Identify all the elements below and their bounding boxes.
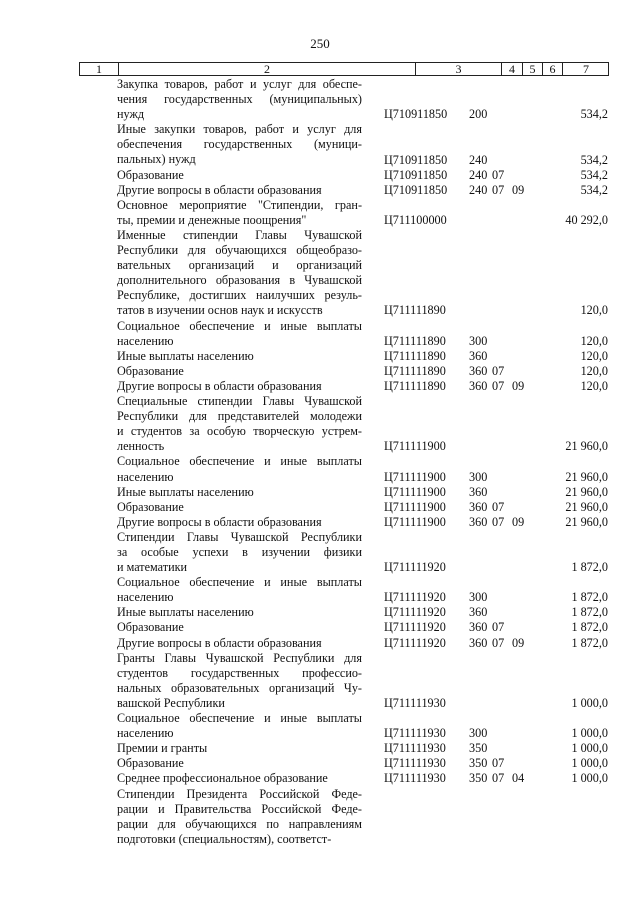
target-article-code: Ц711111920 xyxy=(384,605,446,620)
description-line: Среднее профессиональное образование xyxy=(117,771,328,786)
table-row xyxy=(0,485,640,500)
amount: 120,0 xyxy=(580,303,608,318)
amount: 21 960,0 xyxy=(565,514,608,529)
description-line: населению xyxy=(117,469,174,484)
section-code: 07 xyxy=(492,620,505,635)
description-line: Стипендии Президента Российской Феде- xyxy=(117,786,362,801)
row-description xyxy=(117,771,362,786)
amount: 1 872,0 xyxy=(571,560,608,575)
table-row xyxy=(0,620,640,635)
target-article-code: Ц711111920 xyxy=(384,635,446,650)
description-line: ленность xyxy=(117,439,165,454)
table-row xyxy=(0,379,640,394)
target-article-code: Ц710911850 xyxy=(384,167,448,182)
amount: 1 000,0 xyxy=(571,756,608,771)
target-article-code: Ц711111890 xyxy=(384,348,446,363)
expense-type-code: 360 xyxy=(469,620,488,635)
target-article-code: Ц711111900 xyxy=(384,439,446,454)
description-line: обеспечения государственных (муници- xyxy=(117,137,362,152)
row-description xyxy=(117,379,362,394)
amount: 120,0 xyxy=(580,348,608,363)
table-row xyxy=(0,741,640,756)
description-line: за особые успехи в изучении физики xyxy=(117,544,362,559)
target-article-code: Ц711111900 xyxy=(384,469,446,484)
table-row xyxy=(0,394,640,454)
description-line: рации и Правительства Российской Феде- xyxy=(117,801,362,816)
section-code: 07 xyxy=(492,514,505,529)
description-line: вательных организаций и организаций xyxy=(117,258,362,273)
description-line: подготовки (специальностям), соответст- xyxy=(117,831,332,846)
description-line: Другие вопросы в области образования xyxy=(117,514,322,529)
expense-type-code: 300 xyxy=(469,333,488,348)
row-description xyxy=(117,454,362,484)
row-description xyxy=(117,319,362,349)
budget-table-body xyxy=(0,77,640,847)
section-code: 07 xyxy=(492,635,505,650)
description-line: Специальные стипендии Главы Чувашской xyxy=(117,394,362,409)
description-line: Премии и гранты xyxy=(117,741,208,756)
row-description xyxy=(117,168,362,183)
description-line: Гранты Главы Чувашской Республики для xyxy=(117,650,362,665)
description-line: чения государственных (муниципальных) xyxy=(117,92,362,107)
expense-type-code: 350 xyxy=(469,771,488,786)
row-description xyxy=(117,198,362,228)
description-line: ты, премии и денежные поощрения" xyxy=(117,212,307,227)
target-article-code: Ц711111900 xyxy=(384,514,446,529)
description-line: дополнительного образования в Чувашской xyxy=(117,273,362,288)
row-description xyxy=(117,787,362,847)
expense-type-code: 360 xyxy=(469,605,488,620)
description-line: студентов государственных профессио- xyxy=(117,665,362,680)
target-article-code: Ц711111930 xyxy=(384,771,446,786)
target-article-code: Ц711111930 xyxy=(384,741,446,756)
expense-type-code: 240 xyxy=(469,167,488,182)
expense-type-code: 360 xyxy=(469,363,488,378)
amount: 1 872,0 xyxy=(571,605,608,620)
row-description xyxy=(117,228,362,319)
row-description xyxy=(117,756,362,771)
table-row xyxy=(0,349,640,364)
table-row xyxy=(0,77,640,122)
target-article-code: Ц711111900 xyxy=(384,499,446,514)
header-col-3: 3 xyxy=(415,63,501,75)
description-line: Иные закупки товаров, работ и услуг для xyxy=(117,122,362,137)
expense-type-code: 360 xyxy=(469,378,488,393)
description-line: Социальное обеспечение и иные выплаты xyxy=(117,318,362,333)
amount: 1 000,0 xyxy=(571,741,608,756)
target-article-code: Ц711111890 xyxy=(384,363,446,378)
row-description xyxy=(117,77,362,122)
expense-type-code: 360 xyxy=(469,514,488,529)
expense-type-code: 350 xyxy=(469,756,488,771)
amount: 1 872,0 xyxy=(571,635,608,650)
amount: 1 000,0 xyxy=(571,695,608,710)
row-description xyxy=(117,741,362,756)
amount: 1 000,0 xyxy=(571,771,608,786)
target-article-code: Ц710911850 xyxy=(384,107,448,122)
description-line: Другие вопросы в области образования xyxy=(117,378,322,393)
description-line: Социальное обеспечение и иные выплаты xyxy=(117,454,362,469)
table-row xyxy=(0,636,640,651)
subsection-code: 09 xyxy=(512,378,525,393)
table-row xyxy=(0,711,640,741)
row-description xyxy=(117,485,362,500)
table-row xyxy=(0,515,640,530)
description-line: Образование xyxy=(117,363,184,378)
amount: 120,0 xyxy=(580,333,608,348)
target-article-code: Ц710911850 xyxy=(384,182,448,197)
section-code: 07 xyxy=(492,499,505,514)
table-row xyxy=(0,122,640,167)
section-code: 07 xyxy=(492,363,505,378)
row-description xyxy=(117,515,362,530)
row-description xyxy=(117,183,362,198)
header-col-2: 2 xyxy=(118,63,415,75)
row-description xyxy=(117,500,362,515)
target-article-code: Ц711111930 xyxy=(384,756,446,771)
table-row xyxy=(0,228,640,319)
amount: 120,0 xyxy=(580,363,608,378)
row-description xyxy=(117,711,362,741)
expense-type-code: 240 xyxy=(469,152,488,167)
description-line: Социальное обеспечение и иные выплаты xyxy=(117,575,362,590)
section-code: 07 xyxy=(492,167,505,182)
table-row xyxy=(0,530,640,575)
description-line: Республики для представителей молодежи xyxy=(117,409,362,424)
row-description xyxy=(117,636,362,651)
table-row xyxy=(0,454,640,484)
target-article-code: Ц711100000 xyxy=(384,212,447,227)
amount: 1 872,0 xyxy=(571,620,608,635)
row-description xyxy=(117,620,362,635)
description-line: населению xyxy=(117,726,174,741)
section-code: 07 xyxy=(492,182,505,197)
description-line: Иные выплаты населению xyxy=(117,605,254,620)
expense-type-code: 300 xyxy=(469,590,488,605)
amount: 534,2 xyxy=(580,152,608,167)
expense-type-code: 240 xyxy=(469,182,488,197)
description-line: вашской Республики xyxy=(117,695,225,710)
amount: 534,2 xyxy=(580,107,608,122)
description-line: Республики для обучающихся общеобразо- xyxy=(117,243,362,258)
description-line: и студентов за особую творческую устрем- xyxy=(117,424,362,439)
description-line: Другие вопросы в области образования xyxy=(117,635,322,650)
description-line: пальных) нужд xyxy=(117,152,196,167)
description-line: и математики xyxy=(117,560,188,575)
section-code: 07 xyxy=(492,756,505,771)
amount: 1 872,0 xyxy=(571,590,608,605)
target-article-code: Ц711111900 xyxy=(384,484,446,499)
header-col-7: 7 xyxy=(562,63,609,75)
header-col-5: 5 xyxy=(522,63,542,75)
target-article-code: Ц711111930 xyxy=(384,726,446,741)
subsection-code: 09 xyxy=(512,182,525,197)
target-article-code: Ц711111920 xyxy=(384,590,446,605)
row-description xyxy=(117,651,362,711)
table-row xyxy=(0,756,640,771)
expense-type-code: 360 xyxy=(469,635,488,650)
table-row xyxy=(0,364,640,379)
header-col-1: 1 xyxy=(96,62,102,76)
table-row xyxy=(0,168,640,183)
description-line: рации для обучающихся по направлениям xyxy=(117,816,362,831)
target-article-code: Ц711111920 xyxy=(384,560,446,575)
amount: 21 960,0 xyxy=(565,439,608,454)
expense-type-code: 360 xyxy=(469,484,488,499)
subsection-code: 09 xyxy=(512,635,525,650)
description-line: Образование xyxy=(117,167,184,182)
description-line: Иные выплаты населению xyxy=(117,484,254,499)
description-line: населению xyxy=(117,333,174,348)
amount: 21 960,0 xyxy=(565,469,608,484)
table-header xyxy=(79,62,609,76)
amount: 120,0 xyxy=(580,378,608,393)
section-code: 07 xyxy=(492,771,505,786)
table-row xyxy=(0,319,640,349)
subsection-code: 09 xyxy=(512,514,525,529)
description-line: Образование xyxy=(117,756,184,771)
row-description xyxy=(117,575,362,605)
description-line: Иные выплаты населению xyxy=(117,348,254,363)
expense-type-code: 300 xyxy=(469,726,488,741)
target-article-code: Ц711111930 xyxy=(384,695,446,710)
description-line: татов в изучении основ наук и искусств xyxy=(117,303,323,318)
table-row xyxy=(0,198,640,228)
row-description xyxy=(117,364,362,379)
description-line: Образование xyxy=(117,620,184,635)
table-row xyxy=(0,605,640,620)
description-line: нальных образовательных организаций Чу- xyxy=(117,680,362,695)
row-description xyxy=(117,349,362,364)
expense-type-code: 300 xyxy=(469,469,488,484)
table-row xyxy=(0,575,640,605)
section-code: 07 xyxy=(492,378,505,393)
description-line: Социальное обеспечение и иные выплаты xyxy=(117,711,362,726)
amount: 1 000,0 xyxy=(571,726,608,741)
description-line: Закупка товаров, работ и услуг для обеспе- xyxy=(117,77,362,91)
target-article-code: Ц711111890 xyxy=(384,378,446,393)
description-line: Стипендии Главы Чувашской Республики xyxy=(117,529,362,544)
description-line: Другие вопросы в области образования xyxy=(117,182,322,197)
amount: 534,2 xyxy=(580,167,608,182)
amount: 40 292,0 xyxy=(565,212,608,227)
row-description xyxy=(117,122,362,167)
target-article-code: Ц710911850 xyxy=(384,152,448,167)
description-line: Основное мероприятие "Стипендии, гран- xyxy=(117,197,362,212)
row-description xyxy=(117,394,362,454)
amount: 21 960,0 xyxy=(565,499,608,514)
table-row xyxy=(0,651,640,711)
header-col-6: 6 xyxy=(542,63,562,75)
table-row xyxy=(0,787,640,847)
description-line: населению xyxy=(117,590,174,605)
target-article-code: Ц711111890 xyxy=(384,303,446,318)
description-line: Именные стипендии Главы Чувашской xyxy=(117,227,362,242)
expense-type-code: 360 xyxy=(469,348,488,363)
row-description xyxy=(117,530,362,575)
description-line: Республике, достигших наилучших резуль- xyxy=(117,288,362,303)
table-row xyxy=(0,183,640,198)
page-number: 250 xyxy=(310,36,330,51)
expense-type-code: 350 xyxy=(469,741,488,756)
expense-type-code: 200 xyxy=(469,107,488,122)
amount: 21 960,0 xyxy=(565,484,608,499)
table-row xyxy=(0,500,640,515)
subsection-code: 04 xyxy=(512,771,525,786)
row-description xyxy=(117,605,362,620)
target-article-code: Ц711111920 xyxy=(384,620,446,635)
table-row xyxy=(0,771,640,786)
expense-type-code: 360 xyxy=(469,499,488,514)
header-col-4: 4 xyxy=(501,63,522,75)
target-article-code: Ц711111890 xyxy=(384,333,446,348)
description-line: нужд xyxy=(117,107,145,122)
amount: 534,2 xyxy=(580,182,608,197)
description-line: Образование xyxy=(117,499,184,514)
